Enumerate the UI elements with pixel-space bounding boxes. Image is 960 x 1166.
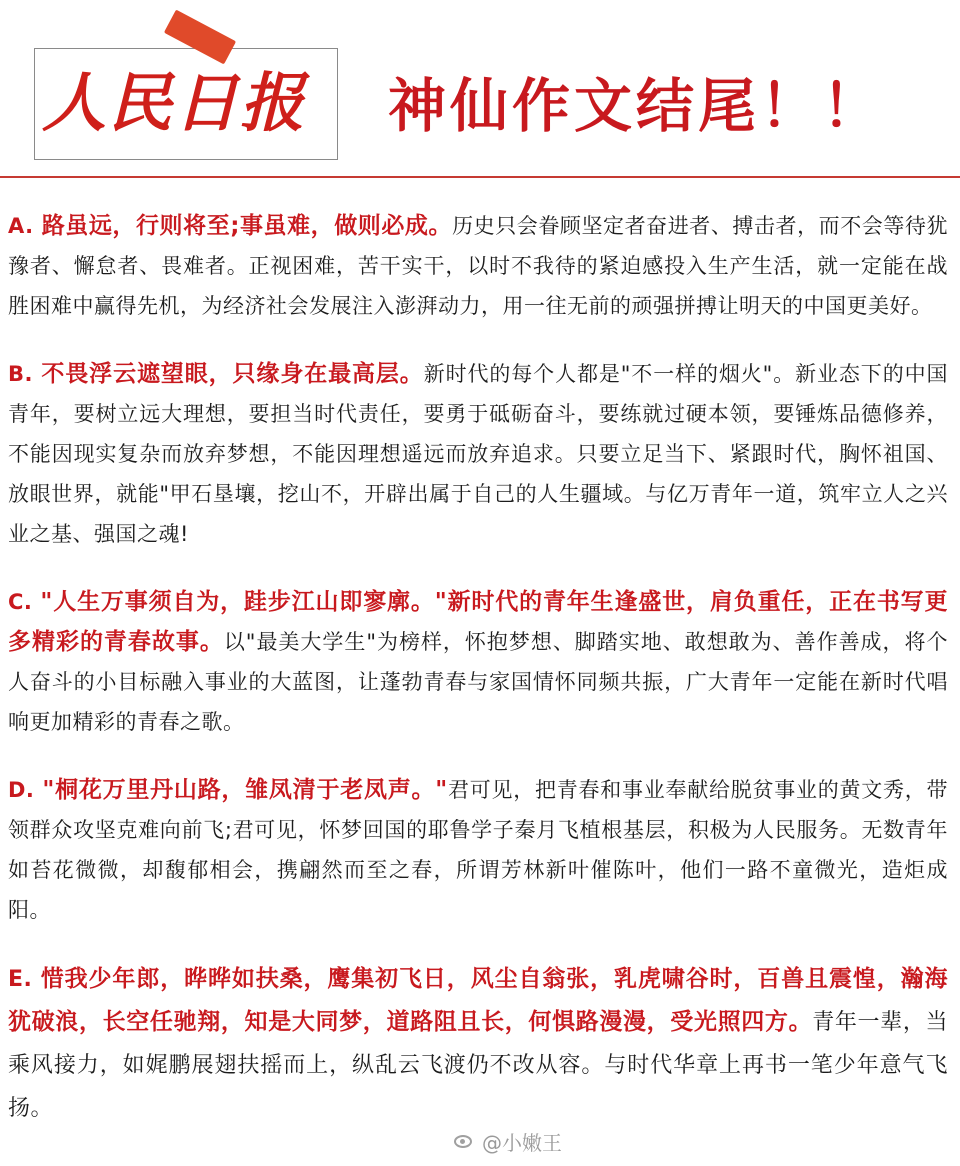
paragraph-b	[8, 354, 948, 554]
highlight-quote: "人生万事须自为，跬步江山即寥廓。"新时代的青年生逢盛世，肩负重任，正在书写更多精彩的青春故事。	[8, 589, 948, 655]
paragraph-d	[8, 770, 948, 930]
paragraph-c	[8, 582, 948, 742]
paragraph-text: 青年一辈，当乘风接力，如娓鹏展翅扶摇而上，纵乱云飞渡仍不改从容。与时代华章上再书一笔少年意气飞扬。	[8, 1010, 948, 1121]
weibo-watermark	[452, 1126, 562, 1156]
paragraph-marker: C.	[8, 590, 33, 614]
paragraph-marker: D.	[8, 778, 35, 802]
paragraph-a	[8, 206, 948, 326]
paragraph-text: 君可见，把青春和事业奉献给脱贫事业的黄文秀，带领群众攻坚克难向前飞;君可见，怀梦回国的耶鲁学子秦月飞植根基层，积极为人民服务。无数青年如苔花微微，却馥郁相会，携翩然而至之春，所谓芳林新叶催陈叶，他们一路不童微光，造炬成阳。	[8, 778, 948, 922]
paragraph-marker: A.	[8, 214, 34, 238]
paragraph-marker: B.	[8, 362, 33, 386]
paragraph-marker: E.	[8, 967, 33, 992]
highlight-quote: 惜我少年郎，晔晔如扶桑，鹰集初飞日，风尘自翁张，乳虎啸谷时，百兽且震惶，瀚海犹破浪，长空任驰翔，知是大同梦，道路阻且长，何惧路漫漫，受光照四方。	[8, 966, 948, 1035]
highlight-quote: 路虽远，行则将至;事虽难，做则必成。	[41, 213, 453, 239]
paragraph-text: 以"最美大学生"为榜样，怀抱梦想、脚踏实地、敢想敢为、善作善成，将个人奋斗的小目标融入事业的大蓝图，让蓬勃青春与家国情怀同频共振，广大青年一定能在新时代唱响更加精彩的青春之歌。	[8, 630, 948, 734]
watermark-handle: @小嫩王	[482, 1130, 562, 1155]
paragraph-text: 新时代的每个人都是"不一样的烟火"。新业态下的中国青年，要树立远大理想，要担当时代责任，要勇于砥砺奋斗，要练就过硬本领，要锤炼品德修养，不能因现实复杂而放弃梦想，不能因理想遥远而放弃追求。只要立足当下、紧跟时代，胸怀祖国、放眼世界，就能"甲石垦壤，挖山不，开辟出属于自己的人生疆域。与亿万青年一道，筑牢立人之兴业之基、强国之魂!	[8, 362, 948, 546]
paragraph-e	[8, 958, 948, 1130]
page-title: 神仙作文结尾！！	[388, 72, 885, 140]
highlight-quote: "桐花万里丹山路，雏凤清于老凤声。"	[42, 777, 448, 803]
paragraph-text: 历史只会眷顾坚定者奋进者、搏击者，而不会等待犹豫者、懈怠者、畏难者。正视困难，苦干实干，以时不我待的紧迫感投入生产生活，就一定能在战胜困难中赢得先机，为经济社会发展注入澎湃动力，用一往无前的顽强拼搏让明天的中国更美好。	[8, 214, 948, 318]
article-body	[8, 206, 948, 1158]
highlight-quote: 不畏浮云遮望眼，只缘身在最高层。	[40, 361, 424, 387]
page-header	[0, 0, 960, 180]
logo-text: 人民日报	[42, 66, 306, 141]
header-divider	[0, 176, 960, 178]
weibo-icon	[452, 1131, 476, 1151]
